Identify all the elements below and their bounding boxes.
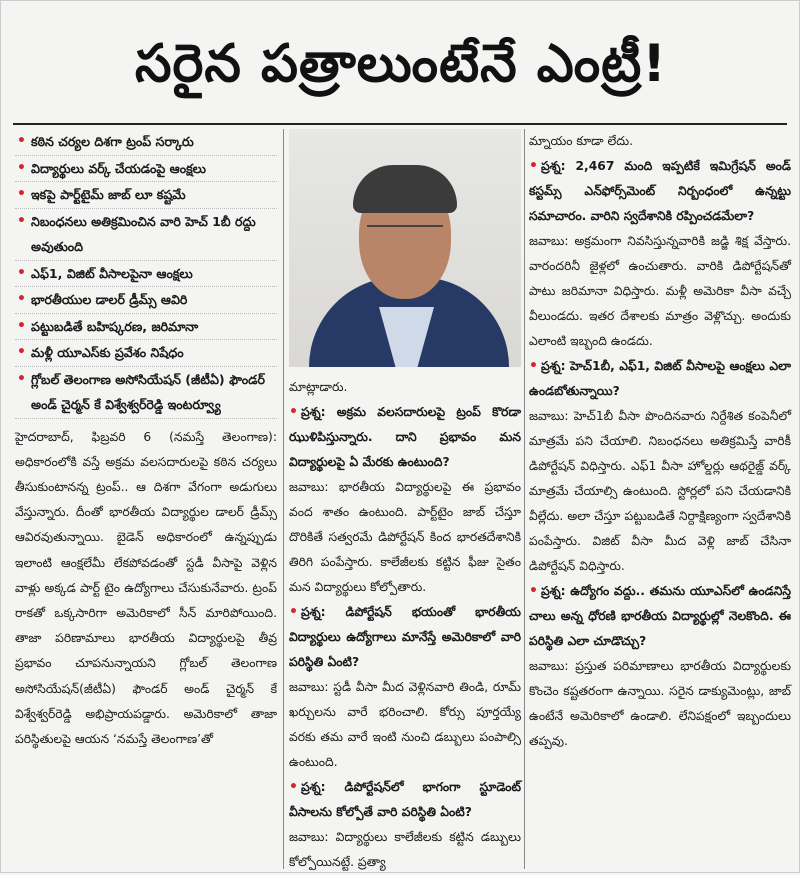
highlight-item: • ఇకపై పార్ట్‌టైమ్ జాబ్ లూ కష్టమే [15,182,277,209]
bullet-icon: • [529,158,538,174]
question: • ప్రశ్న: అక్రమ వలసదారులపై ట్రంప్ కొరడా ఝుళిపిస్తున్నారు. దాని ప్రభావం మన విద్యార్థులపై ఏ మేరకు ఉంటుంది? [289,404,521,469]
highlight-item: • నిబంధనలు అతిక్రమించిన వారి హెచ్ 1బీ రద్దు అవుతుంది [15,209,277,261]
column-divider [524,129,525,869]
intro-paragraph: హైదరాబాద్, ఫిబ్రవరి 6 (నమస్తే తెలంగాణ): అధికారంలోకి వస్తే అక్రమ వలసదారులపై కఠిన చర్యలు తీసుకుంటానన్న ట్రంప్.. ఆ దిశగా వేగంగా అడుగులు వేస్తున్నారు. దీంతో భారతీయ విద్యార్థుల డాలర్ డ్రీమ్స్ ఆవిరవుతున్నాయి. బైడెన్ అధికారంలో ఉన్నప్పుడు ఇలాంటి ఆంక్షలేమీ లేకపోవడంతో స్టడీ వీసాపై వెళ్లిన వాళ్లు అక్కడ పార్ట్ టైం ఉద్యోగాలు చేసుకునేవారు. ట్రంప్ రాకతో ఒక్కసారిగా అమెరికాలో సీన్ మారిపోయింది. తాజా పరిణామాలు భారతీయ విద్యార్థులపై తీవ్ర ప్రభావం చూపనున్నాయని గ్లోబల్ తెలంగాణ అసోసియేషన్(జీటీఏ) ఫౌండర్ అండ్ చైర్మన్ కే విశ్వేశ్వర్‌రెడ్డి అభిప్రాయపడ్డారు. అమెరికాలో తాజా పరిస్థితులపై ఆయన ‘నమస్తే తెలంగాణ’తో [15,429,277,746]
highlight-item: • ఎఫ్1, విజిట్ వీసాలపైనా ఆంక్షలు [15,261,277,288]
answer: జవాబు: భారతీయ విద్యార్థులపై ఈ ప్రభావం వంద శాతం ఉంటుంది. పార్ట్‌టైం జాబ్ చేస్తూ దొరికితే సత్వరమే డిపోర్టేషన్ కింద భారతదేశానికి తిరిగి పంపేస్తారు. కాలేజీలకు కట్టిన ఫీజు సైతం మన విద్యార్థులు కోల్పోతారు. [289,480,521,594]
headline-rule [13,123,787,125]
interviewee-photo [289,129,521,367]
photo-hair [353,165,457,213]
highlight-item: • పట్టుబడితే బహిష్కరణ, జరిమానా [15,314,277,341]
highlight-item: • విద్యార్థులు వర్క్ చేయడంపై ఆంక్షలు [15,156,277,183]
answer: జవాబు: స్టడీ వీసా మీద వెళ్లినవారి తిండి, రూమ్ ఖర్చులను వారే భరించాలి. కోర్సు పూర్తయ్యే వరకు తమ వారే ఇంటి నుంచి డబ్బులు పంపాల్సి ఉంటుంది. [289,680,521,769]
column-2 [289,129,521,875]
bullet-icon: • [17,317,26,334]
bullet-icon: • [17,159,26,176]
bullet-icon: • [289,604,298,620]
bullet-icon: • [289,779,298,795]
answer: జవాబు: ప్రస్తుత పరిమాణాలు భారతీయ విద్యార్థులకు కొంచెం కష్టతరంగా ఉన్నాయి. సరైన డాక్యుమెంట్లు, జాబ్ ఉంటేనే అమెరికాలో ఉండాలి. లేనిపక్షంలో ఇబ్బందులు తప్పవు. [529,659,791,748]
question: • ప్రశ్న: డిపోర్టేషన్‌లో భాగంగా స్టూడెంట్ వీసాలను కోల్పోతే వారి పరిస్థితి ఏంటి? [289,779,521,819]
bullet-icon: • [289,404,298,420]
bullet-icon: • [17,344,26,360]
question: • ప్రశ్న: ఉద్యోగం వద్దు.. తమను యూఎస్‌లో ఉండనిస్తే చాలు అన్న ధోరణి భారతీయ విద్యార్థుల్లో నెలకొంది. ఈ పరిస్థితి ఎలా చూడొచ్చు? [529,583,791,648]
question: • ప్రశ్న: హెచ్1బీ, ఎఫ్1, విజిట్ వీసాలపై ఆంక్షలు ఎలా ఉండబోతున్నాయి? [529,358,791,398]
photo-glasses [367,225,443,243]
lead-text: మ్నాయం కూడా లేదు. [529,134,634,148]
column-divider [283,129,284,869]
answer: జవాబు: హెచ్1బీ వీసా పొందినవారు నిర్దేశిత కంపెనీలో మాత్రమే పని చేయాలి. నిబంధనలు అతిక్రమిస్తే వారికీ డిపోర్టేషన్ విధిస్తారు. ఎఫ్1 వీసా హోల్డర్లు ఆథరైజ్డ్ వర్క్ మాత్రమే చేయాల్సి ఉంటుంది. స్టోర్లలో పని చేయడానికి వీల్లేదు. అలా చేస్తూ పట్టుబడితే నిర్దాక్షిణ్యంగా స్వదేశానికి పంపేస్తారు. విజిట్ వీసా మీద వెళ్లి జాబ్ చేసినా డిపోర్టేషన్ విధిస్తారు. [529,409,791,573]
highlight-item: • గ్లోబల్ తెలంగాణ అసోసియేషన్ (జీటీఏ) ఫౌండర్ అండ్ చైర్మన్ కే విశ్వేశ్వర్‌రెడ్డి ఇంటర్వ్యూ [15,367,277,419]
answer: జవాబు: విద్యార్థులు కాలేజీలకు కట్టిన డబ్బులు కోల్పోయినట్టే. ప్రత్యా [289,830,521,869]
bullet-icon: • [17,291,26,307]
bullet-icon: • [529,583,538,599]
bullet-icon: • [529,358,538,374]
answer: జవాబు: అక్రమంగా నివసిస్తున్నవారికి జడ్జి శిక్ష వేస్తారు. వారందరినీ జైళ్లలో ఉంచుతారు. వారికి డిపోర్టేషన్‌తో పాటు జరిమానా విధిస్తారు. మళ్లీ అమెరికా వీసా వచ్చే వీలుండదు. ఇతర దేశాలకు మాత్రం వెళ్లొచ్చు. అందుకు ఎలాంటి ఇబ్బంది ఉండదు. [529,234,791,348]
column-3 [529,129,791,754]
bullet-icon: • [17,133,26,149]
headline: సరైన పత్రాలుంటేనే ఎంట్రీ! [135,34,667,94]
column-1 [15,129,277,764]
bullet-icon: • [17,370,26,387]
question: • ప్రశ్న: 2,467 మంది ఇప్పటికే ఇమిగ్రేషన్ అండ్ కస్టమ్స్ ఎన్‌ఫోర్స్‌మెంట్ నిర్బంధంలో ఉన్నట్టు సమాచారం. వారిని స్వదేశానికి రప్పించడమేలా? [529,158,791,223]
bullet-icon: • [17,186,26,202]
question: • ప్రశ్న: డిపోర్టేషన్ భయంతో భారతీయ విద్యార్థులు ఉద్యోగాలు మానేస్తే అమెరికాలో వారి పరిస్థితి ఏంటి? [289,604,521,669]
bullet-icon: • [17,264,26,281]
lead-text: మాట్లాడారు. [289,380,348,394]
highlights-list [15,129,277,419]
highlight-item: • భారతీయుల డాలర్ డ్రీమ్స్ ఆవిరి [15,287,277,314]
highlight-item: • కఠిన చర్యల దిశగా ట్రంప్ సర్కారు [15,129,277,156]
highlight-item: • మళ్లీ యూఎస్‌కు ప్రవేశం నిషేధం [15,340,277,367]
bullet-icon: • [17,212,26,229]
